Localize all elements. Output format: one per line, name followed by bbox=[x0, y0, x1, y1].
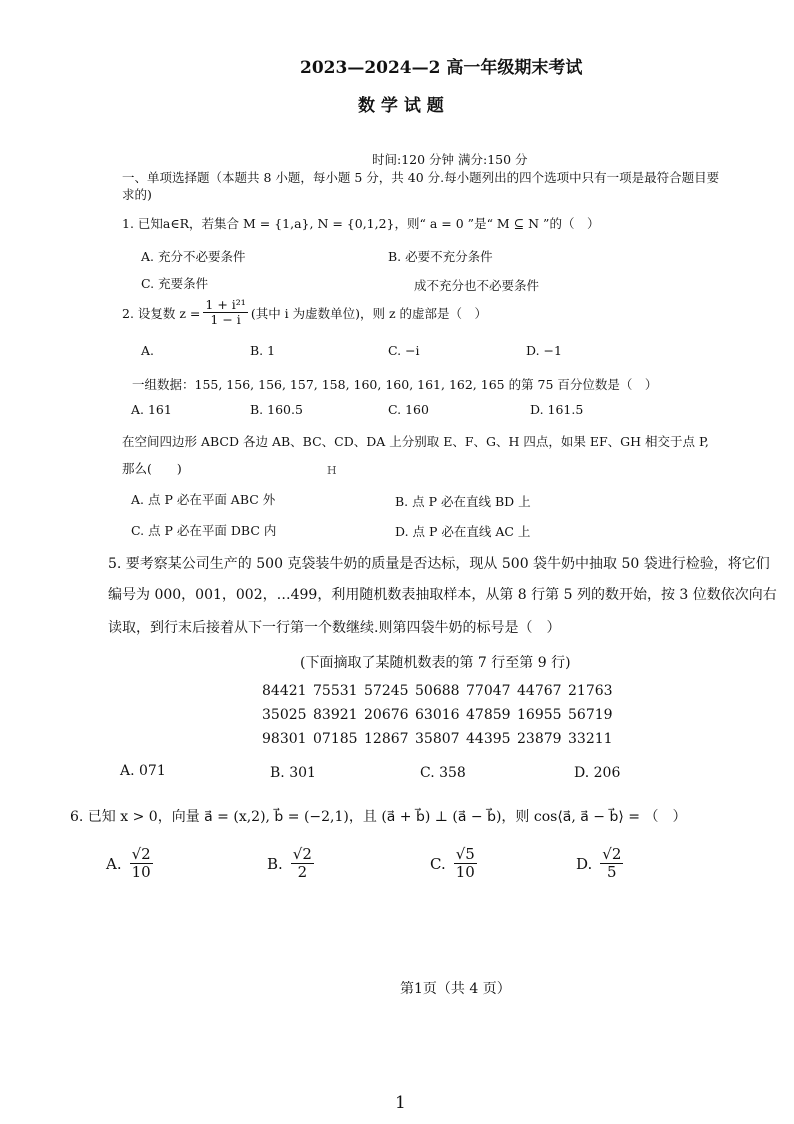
q5-option-b: B. 301 bbox=[270, 765, 316, 781]
random-table-cell: 84421 bbox=[262, 683, 307, 699]
q5-option-a: A. 071 bbox=[120, 763, 166, 779]
random-table-cell: 16955 bbox=[517, 707, 562, 723]
q4-stem-line2: 那么( ) bbox=[122, 461, 182, 476]
random-table-cell: 35025 bbox=[262, 707, 307, 723]
random-table-row bbox=[262, 683, 619, 707]
q4-option-d: D. 点 P 必在直线 AC 上 bbox=[395, 524, 531, 539]
q6-option-c bbox=[430, 846, 477, 882]
q2-option-a: A. bbox=[141, 343, 155, 358]
q6-option-c-numerator: √5 bbox=[455, 845, 475, 863]
q1-stem: 1. 已知a∈R，若集合 M = {1,a}, N = {0,1,2}，则“ a = 0 ”是“ M ⊆ N ”的（ ） bbox=[122, 216, 600, 231]
q3-option-a: A. 161 bbox=[131, 402, 172, 417]
q5-stem-line1: 5. 要考察某公司生产的 500 克袋装牛奶的质量是否达标，现从 500 袋牛奶中抽取 50 袋进行检验，将它们 bbox=[108, 556, 770, 572]
page-number: 1 bbox=[395, 1093, 406, 1113]
q6-option-d-fraction bbox=[600, 846, 623, 882]
q1-option-a: A. 充分不必要条件 bbox=[141, 249, 246, 264]
q6-option-a-label: A. bbox=[106, 854, 122, 873]
q6-option-c-denominator: 10 bbox=[455, 863, 475, 882]
q2-option-c: C. −i bbox=[388, 343, 420, 358]
random-table-cell: 77047 bbox=[466, 683, 511, 699]
q5-option-c: C. 358 bbox=[420, 765, 466, 781]
q6-option-a bbox=[106, 846, 153, 882]
q2-prefix: 2. 设复数 z = bbox=[122, 305, 201, 321]
random-table-cell: 56719 bbox=[568, 707, 613, 723]
q6-option-b-label: B. bbox=[267, 854, 283, 873]
q3-option-b: B. 160.5 bbox=[250, 402, 303, 417]
q2-fraction-denominator: 1 − i bbox=[210, 312, 241, 328]
q6-option-b-numerator: √2 bbox=[292, 845, 312, 863]
q6-option-c-fraction bbox=[454, 846, 477, 882]
random-table-cell: 63016 bbox=[415, 707, 460, 723]
q2-fraction bbox=[203, 298, 247, 328]
subject-title: 数 学 试 题 bbox=[358, 96, 444, 116]
q2-stem bbox=[122, 298, 487, 328]
q2-fraction-numerator: 1 + i²¹ bbox=[205, 297, 246, 312]
q6-option-d-label: D. bbox=[576, 854, 593, 873]
q2-option-b: B. 1 bbox=[250, 343, 276, 358]
random-table-cell: 44395 bbox=[466, 731, 511, 747]
q6-option-b bbox=[267, 846, 314, 882]
q4-option-b: B. 点 P 必在直线 BD 上 bbox=[395, 494, 531, 509]
random-table-cell: 35807 bbox=[415, 731, 460, 747]
q6-option-b-fraction bbox=[291, 846, 314, 882]
random-table-caption: (下面摘取了某随机数表的第 7 行至第 9 行) bbox=[300, 655, 571, 671]
page-info: 第1页（共 4 页） bbox=[400, 981, 511, 997]
q3-option-d: D. 161.5 bbox=[530, 402, 584, 417]
random-table-cell: 47859 bbox=[466, 707, 511, 723]
q1-option-c: C. 充要条件 bbox=[141, 276, 209, 291]
q2-suffix: (其中 i 为虚数单位)，则 z 的虚部是（ ） bbox=[250, 305, 488, 321]
random-table-cell: 44767 bbox=[517, 683, 562, 699]
random-table-cell: 23879 bbox=[517, 731, 562, 747]
random-table-cell: 57245 bbox=[364, 683, 409, 699]
q1-option-d: 成不充分也不必要条件 bbox=[414, 278, 540, 293]
random-table-cell: 75531 bbox=[313, 683, 358, 699]
random-table-row bbox=[262, 707, 619, 731]
random-table-cell: 83921 bbox=[313, 707, 358, 723]
q6-option-d bbox=[576, 846, 623, 882]
q6-option-a-fraction bbox=[130, 846, 153, 882]
random-table-cell: 33211 bbox=[568, 731, 613, 747]
random-table-cell: 50688 bbox=[415, 683, 460, 699]
q4-option-c: C. 点 P 必在平面 DBC 内 bbox=[131, 523, 277, 538]
time-info: 时间:120 分钟 满分:150 分 bbox=[372, 152, 528, 167]
q6-option-a-numerator: √2 bbox=[131, 845, 151, 863]
random-table-row bbox=[262, 731, 619, 755]
q6-option-d-denominator: 5 bbox=[607, 863, 617, 882]
q4-option-a: A. 点 P 必在平面 ABC 外 bbox=[131, 492, 276, 507]
q5-option-d: D. 206 bbox=[574, 765, 621, 781]
section-heading-line2: 求的) bbox=[122, 187, 152, 202]
q3-option-c: C. 160 bbox=[388, 402, 429, 417]
section-heading-line1: 一、单项选择题（本题共 8 小题，每小题 5 分，共 40 分.每小题列出的四个选项中只有一项是最符合题目要 bbox=[122, 170, 720, 185]
q6-option-b-denominator: 2 bbox=[297, 863, 308, 882]
random-table-cell: 98301 bbox=[262, 731, 307, 747]
q6-stem: 6. 已知 x > 0，向量 a⃗ = (x,2), b⃗ = (−2,1)，且 (a⃗ + b⃗) ⊥ (a⃗ − b⃗)，则 cos⟨a⃗, a⃗ − b⃗⟩ = （ ） bbox=[70, 809, 687, 825]
random-table-cell: 07185 bbox=[313, 731, 358, 747]
random-table-cell: 21763 bbox=[568, 683, 613, 699]
random-table-cell: 20676 bbox=[364, 707, 409, 723]
q6-option-a-denominator: 10 bbox=[131, 863, 151, 882]
q2-option-d: D. −1 bbox=[526, 343, 562, 358]
q6-option-c-label: C. bbox=[430, 854, 446, 873]
q5-stem-line3: 读取，到行末后接着从下一行第一个数继续.则第四袋牛奶的标号是（ ） bbox=[108, 620, 561, 636]
q5-stem-line2: 编号为 000，001，002，…499，利用随机数表抽取样本，从第 8 行第 5 列的数开始，按 3 位数依次向右 bbox=[108, 587, 777, 603]
q6-option-d-numerator: √2 bbox=[602, 845, 622, 863]
q4-stem-line1: 在空间四边形 ABCD 各边 AB、BC、CD、DA 上分别取 E、F、G、H 四点，如果 EF、GH 相交于点 P, bbox=[122, 434, 709, 449]
random-table-cell: 12867 bbox=[364, 731, 409, 747]
exam-title: 2023—2024—2 高一年级期末考试 bbox=[300, 58, 583, 78]
q3-stem: 一组数据：155, 156, 156, 157, 158, 160, 160, 161, 162, 165 的第 75 百分位数是（ ） bbox=[132, 377, 658, 392]
q1-option-b: B. 必要不充分条件 bbox=[388, 249, 493, 264]
stray-mark: H bbox=[327, 464, 337, 477]
random-number-table bbox=[262, 683, 619, 755]
